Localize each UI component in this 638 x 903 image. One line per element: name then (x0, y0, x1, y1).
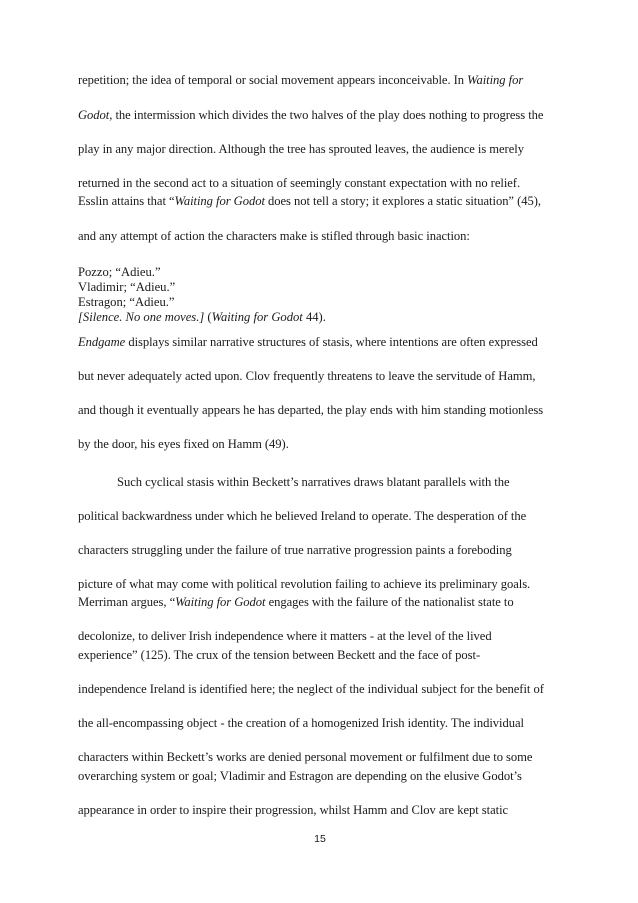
text-line: by the door, his eyes fixed on Hamm (49). (78, 437, 289, 451)
quote-line: Estragon; “Adieu.” (78, 295, 175, 309)
italic-title: Godot (78, 108, 110, 122)
text-span: Esslin attains that “ (78, 194, 175, 208)
text-span: repetition; the idea of temporal or social movement appears inconceivable. In (78, 73, 468, 87)
text-line: experience” (125). The crux of the tension between Beckett and the face of post- (78, 648, 481, 662)
text-line: and though it eventually appears he has departed, the play ends with him standing motionless (78, 403, 544, 417)
italic-title: Waiting for Godot (211, 310, 303, 324)
text-span: does not tell a story; it explores a static situation” (45), (264, 194, 541, 208)
text-span: Merriman argues, “ (78, 595, 176, 609)
text-span: 44). (302, 310, 326, 324)
text-line (78, 334, 538, 350)
text-line (78, 72, 523, 88)
text-line: characters struggling under the failure of true narrative progression paints a foreboding (78, 543, 512, 557)
text-span: , the intermission which divides the two halves of the play does nothing to progress the (109, 108, 544, 122)
stage-direction: [Silence. No one moves.] (78, 310, 205, 324)
italic-title: Waiting for Godot (175, 595, 266, 609)
page-number: 15 (314, 833, 326, 845)
text-span: engages with the failure of the nationalist state to (265, 595, 514, 609)
text-line (78, 193, 541, 209)
text-line (78, 594, 514, 610)
text-line: but never adequately acted upon. Clov frequently threatens to leave the servitude of Hamm, (78, 369, 536, 383)
text-span: ( (204, 310, 212, 324)
text-line: characters within Beckett’s works are denied personal movement or fulfilment due to some (78, 750, 533, 764)
text-line: play in any major direction. Although the tree has sprouted leaves, the audience is merely (78, 142, 524, 156)
italic-title: Waiting for (467, 73, 524, 87)
quote-line: Vladimir; “Adieu.” (78, 280, 176, 294)
text-line: Such cyclical stasis within Beckett’s narratives draws blatant parallels with the (117, 475, 510, 489)
text-line: decolonize, to deliver Irish independence where it matters - at the level of the lived (78, 629, 492, 643)
text-line: political backwardness under which he believed Ireland to operate. The desperation of the (78, 509, 527, 523)
italic-title: Waiting for Godot (174, 194, 265, 208)
text-line (78, 107, 543, 123)
italic-title: Endgame (78, 335, 126, 349)
text-line: the all-encompassing object - the creation of a homogenized Irish identity. The individual (78, 716, 524, 730)
quote-line: Pozzo; “Adieu.” (78, 265, 161, 279)
text-line: appearance in order to inspire their progression, whilst Hamm and Clov are kept static (78, 803, 509, 817)
text-line: overarching system or goal; Vladimir and Estragon are depending on the elusive Godot’s (78, 769, 522, 783)
text-line: and any attempt of action the characters make is stifled through basic inaction: (78, 229, 470, 243)
text-line: independence Ireland is identified here; the neglect of the individual subject for the benefit of (78, 682, 544, 696)
text-line: returned in the second act to a situation of seemingly constant expectation with no relief. (78, 176, 521, 190)
text-span: displays similar narrative structures of stasis, where intentions are often expressed (125, 335, 538, 349)
text-line: picture of what may come with political revolution failing to achieve its preliminary goals. (78, 577, 531, 591)
quote-line (78, 310, 326, 325)
